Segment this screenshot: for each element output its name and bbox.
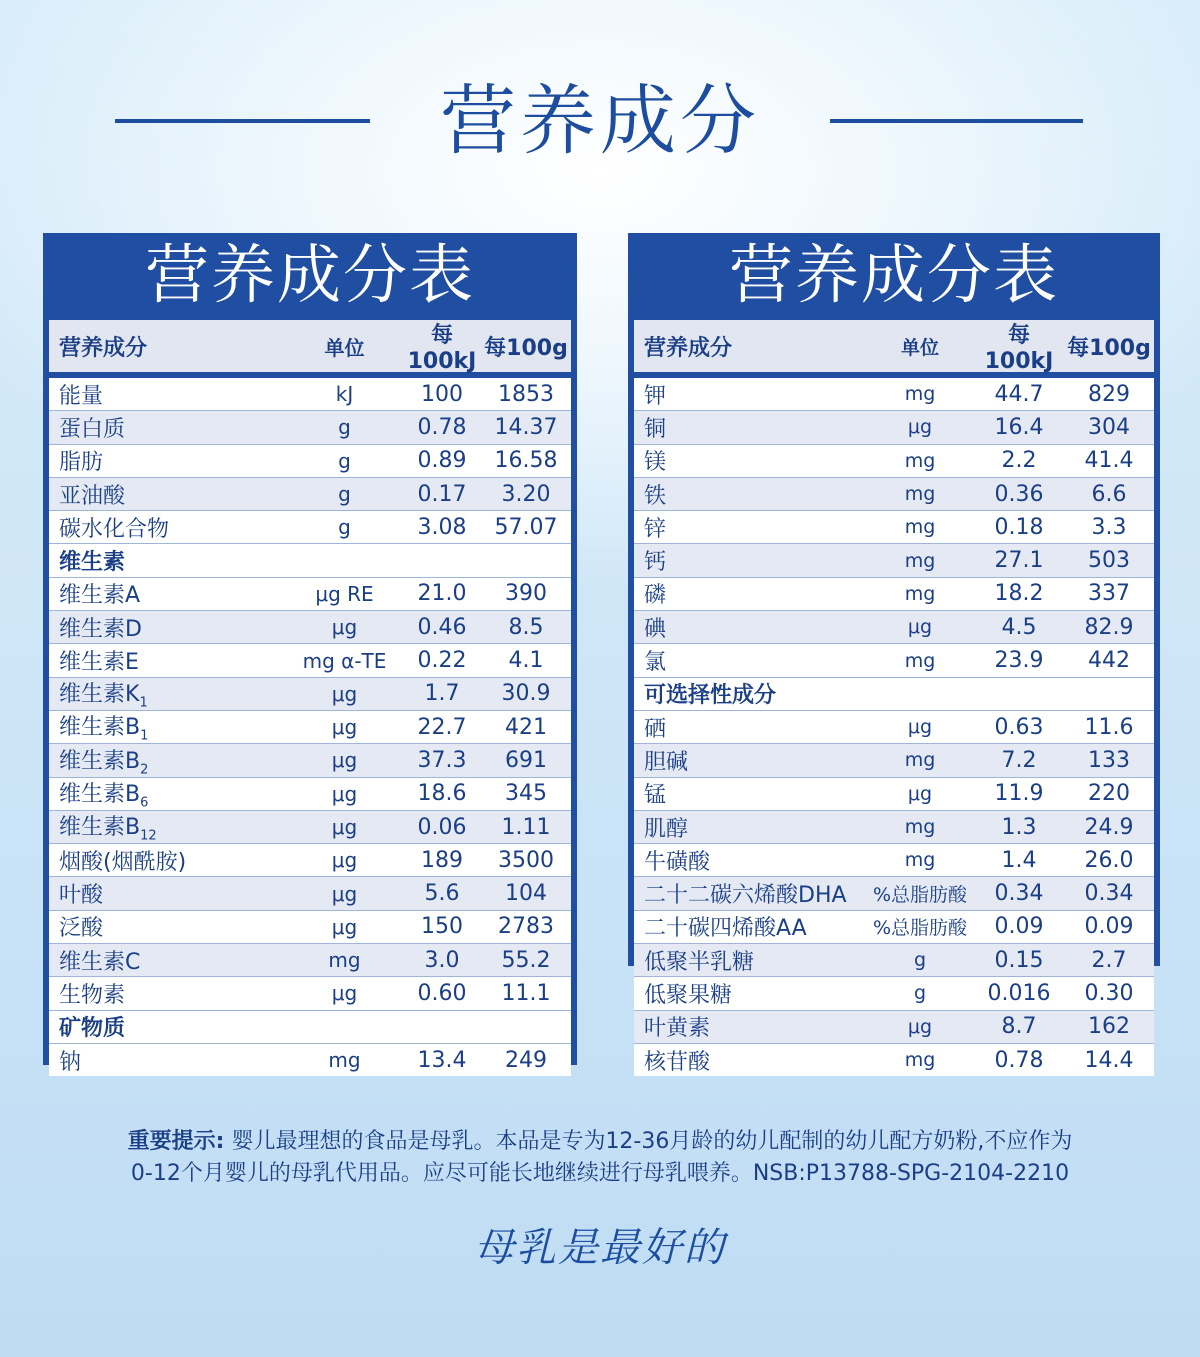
per-100kj-value: 7.2 [1001,747,1037,773]
unit-cell: mg [904,816,936,838]
table-row [634,944,1154,977]
per-100g-value: 503 [1088,548,1130,574]
table-row [634,445,1154,478]
per-100g-value: 26.0 [1084,847,1134,873]
per-100kj-value: 11.9 [994,781,1044,807]
nutrient-subscript: 6 [140,795,149,811]
table-row [49,977,571,1010]
table-row [49,744,571,777]
nutrient-name [49,845,287,876]
nutrient-name [634,1045,866,1076]
table-row [49,778,571,811]
table-row [49,378,571,411]
per-100g-value: 421 [505,714,547,740]
table-header-row [634,320,1154,378]
table-row [49,411,571,444]
nutrient-name [634,945,866,976]
per-100kj-value: 21.0 [417,581,467,607]
per-100kj-value: 0.60 [417,980,467,1006]
unit-cell: μg [907,616,933,639]
nutrient-name [634,1011,866,1042]
table-row [634,1044,1154,1076]
unit-cell: μg [907,416,933,439]
unit-cell: g [913,982,927,1005]
nutrient-name [49,677,287,710]
nutrient-label: 维生素C [59,949,141,975]
per-100g-value: 304 [1088,414,1130,440]
per-100kj-value: 5.6 [424,881,460,907]
per-100g-value: 14.4 [1084,1047,1134,1073]
table-row [634,711,1154,744]
nutrient-name [634,578,866,609]
table-row [49,944,571,977]
nutrient-name [634,745,866,776]
header-per-100g: 每100g [484,335,568,361]
per-100kj-value: 0.016 [987,980,1051,1006]
table-title: 营养成分表 [729,239,1059,313]
nutrient-label: 能量 [59,383,104,409]
per-100g-value: 3.3 [1091,514,1127,540]
nutrient-label: 钙 [644,550,667,576]
per-100g-value: 30.9 [501,681,551,707]
unit-cell: mg [904,849,936,872]
per-100kj-value: 8.7 [1001,1014,1037,1040]
table-row [49,911,571,944]
nutrient-label: 维生素B [59,715,141,741]
table-title: 营养成分表 [145,239,475,313]
per-100g-value: 390 [505,581,547,607]
unit-cell: μg [331,615,358,640]
header-per-100kj: 每100kJ [984,323,1054,374]
unit-cell: mg [328,948,361,973]
per-100g-value: 345 [505,781,547,807]
per-100kj-value: 0.06 [417,814,467,840]
nutrient-name [49,379,287,410]
table-row [49,445,571,478]
per-100kj-value: 4.5 [1001,614,1037,640]
per-100g-value: 8.5 [508,614,544,640]
table-row [634,544,1154,577]
nutrient-name [634,712,866,743]
nutrient-name [49,578,287,609]
unit-cell: μg [907,782,933,805]
nutrient-label: 二十二碳六烯酸DHA [644,883,847,909]
per-100g-value: 220 [1088,781,1130,807]
nutrient-name [49,978,287,1009]
per-100kj-value: 22.7 [417,714,467,740]
per-100kj-value: 0.18 [994,514,1044,540]
nutrient-label: 叶酸 [59,883,104,909]
nutrient-name [634,678,866,709]
table-rows [634,378,1154,1076]
per-100g-value: 16.58 [494,448,558,474]
nutrient-label: 牛磺酸 [644,849,711,875]
nutrient-label: 低聚果糖 [644,982,733,1008]
nutrient-name [49,810,287,843]
per-100g-value: 829 [1088,381,1130,407]
nutrient-name [634,479,866,510]
per-100g-value: 249 [505,1047,547,1073]
table-row [634,378,1154,411]
per-100g-value: 82.9 [1084,614,1134,640]
nutrient-name [634,545,866,576]
table-row [49,711,571,744]
nutrient-name [49,911,287,942]
nutrient-label: 硒 [644,716,667,742]
nutrient-label: 钠 [59,1049,82,1075]
header-unit: 单位 [900,336,939,359]
per-100kj-value: 44.7 [994,381,1044,407]
nutrient-label: 镁 [644,450,667,476]
unit-cell: μg [331,981,358,1006]
per-100g-value: 14.37 [494,414,558,440]
unit-cell: mg [904,582,936,605]
unit-cell: μg [907,1015,933,1038]
nutrient-name [49,412,287,443]
nutrient-label: 维生素B [59,782,141,808]
nutrient-name [49,878,287,909]
nutrient-label: 维生素 [59,550,126,576]
unit-cell: g [338,482,351,507]
table-row [49,811,571,844]
unit-cell: mg [904,549,936,572]
per-100g-value: 1.11 [501,814,551,840]
per-100g-value: 1853 [498,381,554,407]
nutrient-name [49,512,287,543]
nutrient-name [634,645,866,676]
nutrient-label: 维生素B [59,748,141,774]
table-row [634,977,1154,1010]
nutrient-name [49,445,287,476]
per-100kj-value: 1.7 [424,681,460,707]
nutrient-label: 铁 [644,483,667,509]
nutrient-name [634,812,866,843]
nutrient-label: 矿物质 [59,1016,126,1042]
table-row [49,478,571,511]
unit-cell: %总脂肪酸 [872,917,968,940]
nutrient-label: 碘 [644,616,667,642]
header-nutrient: 营养成分 [644,335,733,361]
nutrient-label: 烟酸(烟酰胺) [59,849,187,875]
table-row [634,511,1154,544]
per-100kj-value: 0.15 [994,947,1044,973]
unit-cell: μg RE [315,581,374,606]
table-row [49,511,571,544]
per-100g-value: 2783 [498,914,554,940]
table-body [49,320,571,1076]
nutrient-name [49,612,287,643]
nutrient-name [49,777,287,810]
nutrient-name [49,479,287,510]
unit-cell: g [913,949,927,972]
per-100kj-value: 0.34 [994,881,1044,907]
per-100kj-value: 27.1 [994,548,1044,574]
per-100kj-value: 18.6 [417,781,467,807]
per-100kj-value: 1.4 [1001,847,1037,873]
per-100kj-value: 3.0 [424,947,460,973]
nutrient-name [49,545,287,576]
unit-cell: μg [331,914,358,939]
nutrient-subscript: 1 [140,728,149,744]
unit-cell: mg [904,516,936,539]
nutrition-table-right [628,233,1160,1075]
page-title: 营养成分 [440,76,760,165]
unit-cell: μg [331,815,358,839]
unit-cell: mg [904,749,936,772]
nutrient-label: 亚油酸 [59,483,126,509]
notice-label: 重要提示: [127,1129,225,1154]
table-row [49,678,571,711]
nutrient-name [49,1045,287,1076]
table-header-row [49,320,571,378]
per-100kj-value: 13.4 [417,1047,467,1073]
per-100kj-value: 189 [421,847,463,873]
nutrient-label: 生物素 [59,982,126,1008]
header-per-100kj: 每100kJ [407,323,477,374]
nutrient-label: 胆碱 [644,749,689,775]
nutrient-subscript: 1 [139,695,148,711]
notice-line-2: 0-12个月婴儿的母乳代用品。应尽可能长地继续进行母乳喂养。NSB:P13788-SPG-2104-2210 [130,1161,1070,1186]
nutrient-label: 锌 [644,516,667,542]
nutrient-name [634,412,866,443]
unit-cell: g [338,415,351,440]
nutrient-label: 肌醇 [644,816,689,842]
table-section-row [634,678,1154,711]
unit-cell: mg [904,483,936,506]
per-100g-value: 442 [1088,648,1130,674]
nutrient-label: 二十碳四烯酸AA [644,916,807,942]
table-row [49,644,571,677]
header-nutrient: 营养成分 [59,335,148,361]
nutrient-name [49,710,287,743]
table-row [634,877,1154,910]
nutrient-subscript: 2 [140,762,149,778]
per-100kj-value: 0.63 [994,714,1044,740]
nutrient-name [49,744,287,777]
nutrient-label: 维生素A [59,583,141,609]
table-row [634,778,1154,811]
table-rows [49,378,571,1076]
unit-cell: kJ [335,382,354,407]
table-row [634,844,1154,877]
nutrient-label: 维生素D [59,616,142,642]
slogan-signature: 母乳是最好的 [474,1225,726,1271]
unit-cell: μg [331,781,358,806]
per-100kj-value: 2.2 [1001,448,1037,474]
unit-cell: mg [904,1049,936,1072]
nutrient-label: 核苷酸 [644,1049,711,1075]
per-100g-value: 104 [505,881,547,907]
nutrient-name [634,512,866,543]
nutrient-label: 钾 [644,383,667,409]
important-notice [0,1126,1200,1190]
unit-cell: μg [331,681,358,706]
unit-cell: g [338,515,351,540]
per-100kj-value: 0.78 [994,1047,1044,1073]
unit-cell: mg [904,649,936,672]
nutrient-name [634,911,866,942]
nutrient-name [634,379,866,410]
per-100g-value: 3500 [498,847,554,873]
nutrient-label: 氯 [644,650,667,676]
notice-line-1 [0,1126,1200,1158]
table-row [634,578,1154,611]
table-row [634,811,1154,844]
per-100g-value: 2.7 [1091,947,1127,973]
per-100kj-value: 18.2 [994,581,1044,607]
unit-cell: μg [907,716,933,739]
nutrient-label: 叶黄素 [644,1016,711,1042]
table-row [634,1011,1154,1044]
table-row [634,611,1154,644]
table-section-row [49,1011,571,1044]
nutrient-label: 可选择性成分 [644,683,777,709]
unit-cell: μg [331,715,358,740]
nutrient-name [49,645,287,676]
per-100g-value: 4.1 [508,648,544,674]
nutrient-label: 维生素K [59,682,140,708]
per-100g-value: 24.9 [1084,814,1134,840]
table-row [49,877,571,910]
per-100kj-value: 150 [421,914,463,940]
per-100kj-value: 0.17 [417,481,467,507]
header-unit: 单位 [324,335,365,360]
per-100g-value: 3.20 [501,481,551,507]
per-100kj-value: 0.89 [417,448,467,474]
per-100kj-value: 100 [421,381,463,407]
per-100kj-value: 16.4 [994,414,1044,440]
nutrient-label: 维生素B [59,815,141,841]
table-row [634,478,1154,511]
nutrient-label: 蛋白质 [59,416,126,442]
per-100g-value: 0.09 [1084,914,1134,940]
per-100g-value: 41.4 [1084,448,1134,474]
table-row [49,578,571,611]
table-row [634,911,1154,944]
nutrient-label: 锰 [644,783,667,809]
per-100kj-value: 0.22 [417,648,467,674]
table-row [634,744,1154,777]
table-row [634,644,1154,677]
per-100kj-value: 0.09 [994,914,1044,940]
unit-cell: mg [904,449,936,472]
per-100g-value: 11.6 [1084,714,1134,740]
table-section-row [49,544,571,577]
per-100kj-value: 23.9 [994,648,1044,674]
nutrient-label: 铜 [644,416,667,442]
table-row [49,1044,571,1076]
nutrient-subscript: 12 [140,828,157,844]
per-100g-value: 162 [1088,1014,1130,1040]
table-row [49,611,571,644]
nutrient-label: 磷 [644,583,667,609]
nutrient-label: 低聚半乳糖 [644,949,755,975]
unit-cell: μg [331,848,358,873]
nutrient-label: 维生素E [59,650,139,676]
per-100g-value: 691 [505,747,547,773]
unit-cell: μg [331,748,358,773]
per-100g-value: 337 [1088,581,1130,607]
table-row [634,411,1154,444]
nutrient-name [634,612,866,643]
per-100g-value: 0.30 [1084,980,1134,1006]
unit-cell: mg α-TE [302,648,387,673]
nutrient-name [49,945,287,976]
title-rule-right [830,119,1083,123]
nutrient-name [634,978,866,1009]
nutrient-name [634,778,866,809]
per-100kj-value: 37.3 [417,747,467,773]
nutrient-label: 泛酸 [59,916,104,942]
nutrient-label: 碳水化合物 [59,516,170,542]
unit-cell: %总脂肪酸 [872,884,968,907]
unit-cell: g [338,448,351,473]
per-100kj-value: 0.36 [994,481,1044,507]
per-100kj-value: 1.3 [1001,814,1037,840]
per-100kj-value: 3.08 [417,514,467,540]
nutrition-table-left [43,233,577,1075]
unit-cell: μg [331,881,358,906]
nutrient-name [49,1011,287,1042]
table-row [49,844,571,877]
header-per-100g: 每100g [1067,335,1151,361]
notice-text-1: 婴儿最理想的食品是母乳。本品是专为12-36月龄的幼儿配制的幼儿配方奶粉,不应作为 [231,1129,1073,1154]
per-100g-value: 6.6 [1091,481,1127,507]
per-100g-value: 11.1 [501,980,551,1006]
per-100kj-value: 0.46 [417,614,467,640]
nutrient-label: 脂肪 [59,450,104,476]
nutrient-name [634,845,866,876]
nutrient-name [634,878,866,909]
unit-cell: mg [904,383,936,406]
per-100g-value: 0.34 [1084,881,1134,907]
table-body [634,320,1154,1076]
per-100g-value: 133 [1088,747,1130,773]
per-100kj-value: 0.78 [417,414,467,440]
unit-cell: mg [328,1048,361,1073]
per-100g-value: 57.07 [494,514,558,540]
nutrient-name [634,445,866,476]
per-100g-value: 55.2 [501,947,551,973]
